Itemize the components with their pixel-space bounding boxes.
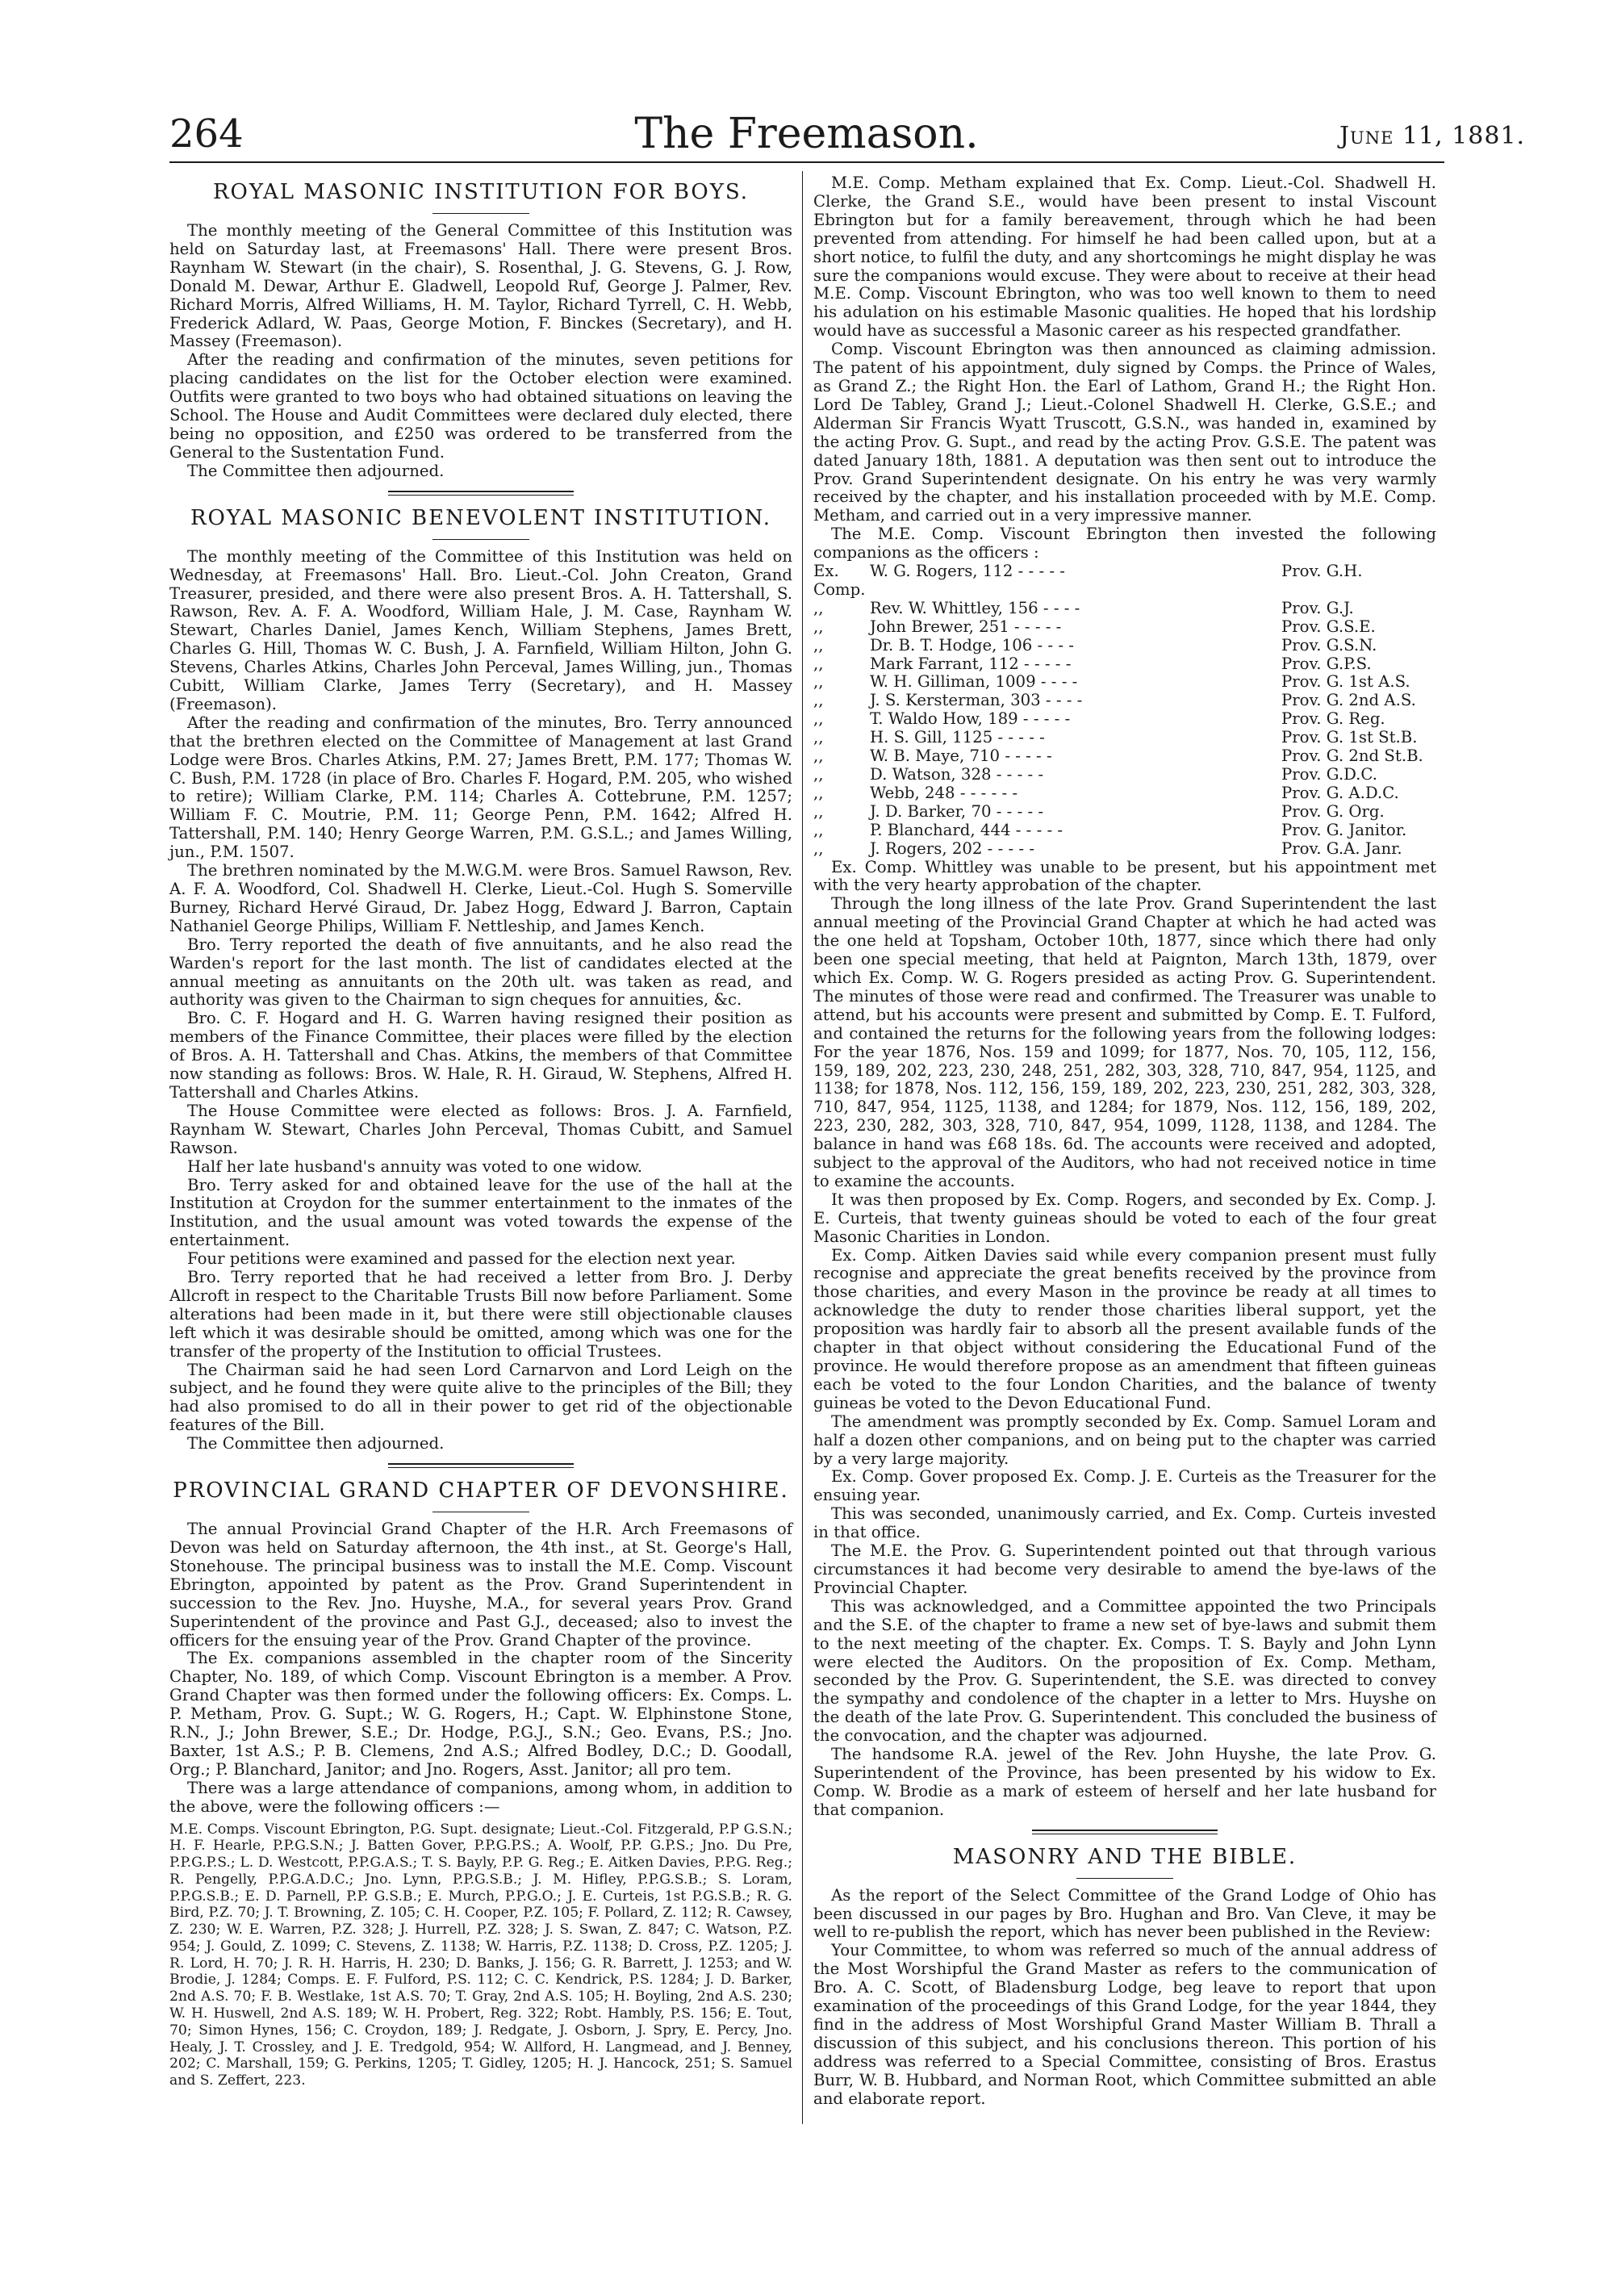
article-paragraph: This was seconded, unanimously carried, and Ex. Comp. Curteis invested in that office. [813, 1504, 1436, 1542]
officer-row [813, 562, 1436, 600]
article-paragraph: Four petitions were examined and passed for the election next year. [187, 1249, 736, 1269]
officer-prefix: ,, [813, 598, 824, 617]
officer-name: D. Watson, 328 - - - - - [870, 765, 1044, 784]
officer-name: Webb, 248 - - - - - - [870, 783, 1018, 802]
right-column [813, 174, 1436, 2121]
article-heading: PROVINCIAL GRAND CHAPTER OF DEVONSHIRE. [173, 1478, 789, 1503]
article-paragraph: The amendment was promptly seconded by Ex. Comp. Samuel Loram and half a dozen other companions, and on being put to the chapter was carried by a very large majority. [813, 1411, 1436, 1468]
officer-row [813, 766, 1436, 784]
article-paragraph: It was then proposed by Ex. Comp. Rogers, and seconded by Ex. Comp. J. E. Curteis, that twenty guineas should be voted to each of the four great Masonic Charities in London. [813, 1190, 1436, 1246]
article-paragraph: The monthly meeting of the Committee of this Institution was held on Wednesday, at Freemasons' Hall. Bro. Lieut.-Col. John Creaton, Grand Treasurer, presided, and there were also present Bros. A. H. Tattershall, S. Rawson, Rev. A. F. A. Woodford, William Hale, J. M. Case, Raynham W. Stewart, Charles Daniel, James Kench, William Stephens, James Brett, Charles G. Hill, Thomas W. C. Bush, J. A. Farnfield, William Hilton, John G. Stevens, Charles Atkins, Charles John Perceval, James Willing, jun., Thomas Cubitt, William Clarke, James Terry (Secretary), and H. Massey (Freemason). [169, 546, 792, 713]
officer-office: Prov. G.D.C. [1281, 765, 1378, 784]
officer-row [813, 840, 1436, 859]
officer-row [813, 710, 1436, 729]
officer-office: Prov. G. 2nd A.S. [1281, 691, 1416, 710]
officer-office: Prov. G.J. [1281, 598, 1354, 617]
officer-office: Prov. G. Org. [1281, 801, 1385, 821]
officer-office: Prov. G.H. [1281, 562, 1363, 581]
heading-underline [433, 539, 529, 540]
article-paragraph: Bro. Terry asked for and obtained leave for the use of the hall at the Institution at Croydon for the summer entertainment to the inmates of the Institution, and the usual amount was voted towards the expense of the entertainment. [169, 1175, 792, 1250]
officer-row [813, 673, 1436, 692]
officer-name: T. Waldo How, 189 - - - - - [870, 709, 1071, 729]
officer-row [813, 822, 1436, 840]
officer-row [813, 729, 1436, 747]
officer-prefix: ,, [813, 839, 824, 858]
section-separator [388, 1463, 574, 1468]
section-separator [388, 491, 574, 496]
article-paragraph: Your Committee, to whom was referred so much of the annual address of the Most Worshipful the Grand Master as refers to the communication of Bro. A. C. Scott, of Bladensburg Lodge, beg leave to report that upon examination of the proceedings of this Grand Lodge, for the year 1844, they find in the address of Most Worshipful Grand Master William B. Thrall a discussion of this subject, and his conclusions thereon. This portion of his address was referred to a Special Committee, consisting of Bros. Erastus Burr, W. B. Hubbard, and Norman Root, which Committee submitted an able and elaborate report. [813, 1941, 1436, 2108]
attendee-list: M.E. Comps. Viscount Ebrington, P.G. Supt. designate; Lieut.-Col. Fitzgerald, P.P G.S.N.; H. F. Hearle, P.P.G.S.N.; J. Batten Gover, P.P.G.P.S.; A. Woolf, P.P. G.P.S.; Jno. Du Pre, P.P.G.P.S.; L. D. Westcott, P.P.G.A.S.; T. S. Bayly, P.P. G. Reg.; E. Aitken Davies, P.P.G. Reg.; R. Pengelly, P.P.G.A.D.C.; Jno. Lynn, P.P.G.S.B.; J. M. Hifley, P.P.G.S.B.; S. Loram, P.P.G.S.B.; E. D. Parnell, P.P. G.S.B.; E. Murch, P.P.G.O.; J. E. Curteis, 1st P.G.S.B.; R. G. Bird, P.Z. 70; J. T. Browning, Z. 105; C. H. Cooper, P.Z. 105; F. Pollard, Z. 112; R. Cawsey, Z. 230; W. E. Warren, P.Z. 328; J. Hurrell, P.Z. 328; J. S. Swan, Z. 847; C. Watson, P.Z. 954; J. Gould, Z. 1099; C. Stevens, Z. 1138; W. Harris, P.Z. 1138; D. Cross, P.Z. 1205; J. R. Lord, H. 70; J. R. H. Harris, H. 230; D. Banks, J. 156; G. R. Barrett, J. 1253; and W. Brodie, J. 1284; Comps. E. F. Fulford, P.S. 112; C. C. Kendrick, P.S. 1284; J. D. Barker, 2nd A.S. 70; F. B. Westlake, 1st A.S. 70; T. Gray, 2nd A.S. 105; H. Boyling, 2nd A.S. 230; W. H. Huswell, 2nd A.S. 189; W. H. Probert, Reg. 322; Robt. Hambly, P.S. 156; E. Tout, 70; Simon Hynes, 156; C. Croydon, 189; J. Redgate, J. Osborn, J. Spry, E. Percy, Jno. Healy, J. T. Crossley, and J. E. Tredgold, 954; W. Allford, H. Langmead, and J. Benney, 202; C. Marshall, 159; G. Perkins, 1205; T. Gidley, 1205; H. J. Hancock, 251; S. Samuel and S. Zeffert, 223. [169, 1821, 792, 2089]
left-column [169, 174, 792, 2121]
article-paragraph: This was acknowledged, and a Committee appointed the two Principals and the S.E. of the chapter to frame a new set of bye-laws and submit them to the next meeting of the chapter. Ex. Comps. T. S. Bayly and John Lynn were elected the Auditors. On the proposition of Ex. Comp. Metham, seconded by the Prov. G. Superintendent, the S.E. was directed to convey the sympathy and condolence of the chapter in a letter to Mrs. Huyshe on the death of the late Prov. G. Superintendent. This concluded the business of the convocation, and the chapter was adjourned. [813, 1596, 1436, 1746]
officer-name: Rev. W. Whittley, 156 - - - - [870, 598, 1080, 617]
article-heading: ROYAL MASONIC INSTITUTION FOR BOYS. [212, 180, 750, 204]
officer-prefix: ,, [813, 654, 824, 673]
heading-underline [433, 213, 529, 214]
officer-name: Mark Farrant, 112 - - - - - [870, 654, 1072, 673]
officer-prefix: ,, [813, 747, 824, 766]
article-heading: MASONRY AND THE BIBLE. [952, 1844, 1298, 1869]
article-paragraph: The M.E. the Prov. G. Superintendent pointed out that through various circumstances it had become very desirable to amend the bye-laws of the Provincial Chapter. [813, 1541, 1436, 1597]
officer-name: Dr. B. T. Hodge, 106 - - - - [870, 635, 1074, 655]
page-number: 264 [169, 111, 244, 157]
officer-name: W. G. Rogers, 112 - - - - - [870, 562, 1065, 581]
heading-underline [1076, 1878, 1173, 1879]
officer-prefix: ,, [813, 801, 824, 821]
officer-prefix: ,, [813, 728, 824, 747]
officer-row [813, 655, 1436, 674]
article-paragraph: After the reading and confirmation of the minutes, Bro. Terry announced that the brethren elected on the Committee of Management at last Grand Lodge were Bros. Charles Atkins, P.M. 27; James Brett, P.M. 177; Thomas W. C. Bush, P.M. 1728 (in place of Bro. Charles F. Hogard, P.M. 205, who wished to retire); William Clarke, P.M. 114; Charles A. Cottebrune, P.M. 1257; William F. C. Moutrie, P.M. 11; George Penn, P.M. 1642; Alfred H. Tattershall, P.M. 140; Henry George Warren, P.M. G.S.L.; and James Willing, jun., P.M. 1507. [169, 713, 792, 862]
article-paragraph: There was a large attendance of companions, among whom, in addition to the above, were the following officers :— [169, 1778, 792, 1816]
officers-table [813, 562, 1436, 859]
officer-name: J. S. Kersterman, 303 - - - - [870, 691, 1083, 710]
officer-row [813, 692, 1436, 710]
officer-prefix: ,, [813, 820, 824, 839]
officer-prefix: ,, [813, 635, 824, 655]
officer-office: Prov. G.A. Janr. [1281, 839, 1402, 858]
article-paragraph: The Chairman said he had seen Lord Carnarvon and Lord Leigh on the subject, and he found they were quite alive to the principles of the Bill; they had also promised to do all in their power to get rid of the objectionable features of the Bill. [169, 1360, 792, 1435]
column-divider [802, 171, 803, 2124]
officer-prefix: ,, [813, 783, 824, 802]
officer-name: H. S. Gill, 1125 - - - - - [870, 728, 1045, 747]
officer-prefix: ,, [813, 672, 824, 692]
officer-office: Prov. G. A.D.C. [1281, 783, 1399, 802]
article-paragraph: As the report of the Select Committee of the Grand Lodge of Ohio has been discussed in our pages by Bro. Hughan and Bro. Van Cleve, it may be well to re-publish the report, which has never been published in the Review: [813, 1885, 1436, 1942]
article-paragraph: The Committee then adjourned. [187, 1434, 445, 1453]
section-separator [1032, 1830, 1218, 1834]
officer-office: Prov. G. Janitor. [1281, 820, 1407, 839]
officer-row [813, 600, 1436, 618]
officer-prefix: ,, [813, 691, 824, 710]
officer-prefix: Ex. Comp. [813, 562, 866, 599]
officer-name: John Brewer, 251 - - - - - [870, 617, 1062, 636]
officer-row [813, 618, 1436, 637]
article-paragraph: The annual Provincial Grand Chapter of the H.R. Arch Freemasons of Devon was held on Saturday afternoon, the 4th inst., at St. George's Hall, Stonehouse. The principal business was to install the M.E. Comp. Viscount Ebrington, appointed by patent as the Prov. Grand Superintendent in succession to the Rev. Jno. Huyshe, M.A., for several years Prov. Grand Superintendent of the province and Past G.J., deceased; also to invest the officers for the ensuing year of the Prov. Grand Chapter of the province. [169, 1520, 792, 1650]
article-paragraph: Bro. C. F. Hogard and H. G. Warren having resigned their position as members of the Finance Committee, their places were filled by the election of Bros. A. H. Tattershall and Chas. Atkins, the members of that Committee now standing as follows: Bros. W. Hale, R. H. Giraud, W. Stephens, Alfred H. Tattershall and Charles Atkins. [169, 1009, 792, 1102]
officer-name: W. B. Maye, 710 - - - - - [870, 747, 1052, 766]
article-paragraph: The handsome R.A. jewel of the Rev. John Huyshe, the late Prov. G. Superintendent of the Province, has been presented by his widow to Ex. Comp. W. Brodie as a mark of esteem of herself and her late husband for that companion. [813, 1745, 1436, 1819]
officer-prefix: ,, [813, 617, 824, 636]
article-paragraph: The House Committee were elected as follows: Bros. J. A. Farnfield, Raynham W. Stewart, Charles John Perceval, Thomas Cubitt, and Samuel Rawson. [169, 1101, 792, 1157]
officer-row [813, 747, 1436, 766]
article-paragraph: The M.E. Comp. Viscount Ebrington then invested the following companions as the officers : [813, 525, 1436, 562]
article-paragraph: Bro. Terry reported that he had received a letter from Bro. J. Derby Allcroft in respect to the Charitable Trusts Bill now before Parliament. Some alterations had been made in it, but there were still objectionable clauses left which it was desirable should be omitted, among which was one for the transfer of the property of the Institution to official Trustees. [169, 1268, 792, 1361]
article-paragraph: Ex. Comp. Whittley was unable to be present, but his appointment met with the very hearty approbation of the chapter. [813, 857, 1436, 895]
officer-office: Prov. G.S.E. [1281, 617, 1376, 636]
article-paragraph: Ex. Comp. Gover proposed Ex. Comp. J. E. Curteis as the Treasurer for the ensuing year. [813, 1467, 1436, 1505]
article-paragraph: The Committee then adjourned. [187, 461, 445, 480]
article-paragraph: Through the long illness of the late Prov. Grand Superintendent the last annual meeting of the Provincial Grand Chapter at which he had acted was the one held at Topsham, October 10th, 1877, since which there had only been one special meeting, that held at Paignton, March 13th, 1879, over which Ex. Comp. W. G. Rogers presided as acting Prov. G. Superintendent. The minutes of those were read and confirmed. The Treasurer was unable to attend, but his accounts were present and submitted by Comp. E. T. Fulford, and contained the returns for the following years from the following lodges: For the year 1876, Nos. 159 and 1099; for 1877, Nos. 70, 105, 112, 156, 159, 189, 202, 223, 230, 248, 251, 282, 303, 328, 710, 847, 954, 1125, and 1138; for 1878, Nos. 112, 156, 159, 189, 202, 223, 230, 251, 282, 303, 328, 710, 847, 954, 1125, 1138, and 1284; for 1879, Nos. 112, 156, 189, 202, 223, 230, 282, 303, 328, 710, 847, 954, 1099, 1128, 1138, and 1284. The balance in hand was £68 18s. 6d. The accounts were received and adopted, subject to the approval of the Auditors, who had not received notice in time to examine the accounts. [813, 894, 1436, 1190]
officer-prefix: ,, [813, 765, 824, 784]
officer-office: Prov. G. 2nd St.B. [1281, 747, 1423, 766]
officer-row [813, 803, 1436, 822]
officer-prefix: ,, [813, 709, 824, 729]
issue-date: June 11, 1881. [1339, 122, 1526, 150]
header-rule [169, 161, 1444, 163]
officer-office: Prov. G.S.N. [1281, 635, 1377, 655]
article-paragraph: Ex. Comp. Aitken Davies said while every companion present must fully recognise and appreciate the great benefits received by the province from those charities, and every Mason in the province be ready at all times to acknowledge the duty to render those charities liberal support, yet the proposition was hardly fair to absorb all the present available funds of the chapter in that object without considering the Educational Fund of the province. He would therefore propose as an amendment that fifteen guineas each be voted to the four London Charities, and the balance of twenty guineas be voted to the Devon Educational Fund. [813, 1245, 1436, 1412]
officer-name: P. Blanchard, 444 - - - - - [870, 820, 1063, 839]
article-paragraph: The monthly meeting of the General Committee of this Institution was held on Saturday last, at Freemasons' Hall. There were present Bros. Raynham W. Stewart (in the chair), S. Rosenthal, J. G. Stevens, G. J. Row, Donald M. Dewar, Arthur E. Gladwell, Leopold Ruf, George J. Palmer, Rev. Richard Morris, Alfred Williams, H. M. Taylor, Richard Tyrrell, C. H. Webb, Frederick Adlard, W. Paas, George Motion, F. Binckes (Secretary), and H. Massey (Freemason). [169, 221, 792, 351]
masthead-title: The Freemason. [634, 110, 979, 158]
officer-office: Prov. G. 1st A.S. [1281, 672, 1410, 692]
officer-row [813, 784, 1436, 803]
officer-name: J. D. Barker, 70 - - - - - [870, 801, 1044, 821]
article-paragraph: The brethren nominated by the M.W.G.M. were Bros. Samuel Rawson, Rev. A. F. A. Woodford, Col. Shadwell H. Clerke, Lieut.-Col. Hugh S. Somerville Burney, Richard Hervé Giraud, Dr. Jabez Hogg, Edward J. Barron, Captain Nathaniel George Philips, William F. Nettleship, and James Kench. [169, 861, 792, 935]
officer-name: J. Rogers, 202 - - - - - [870, 839, 1034, 858]
article-paragraph: Comp. Viscount Ebrington was then announced as claiming admission. The patent of his appointment, duly signed by Comps. the Prince of Wales, as Grand Z.; the Right Hon. the Earl of Lathom, Grand H.; the Right Hon. Lord De Tabley, Grand J.; Lieut.-Colonel Shadwell H. Clerke, G.S.E.; and Alderman Sir Francis Wyatt Truscott, G.S.N., was handed in, examined by the acting Prov. G. Supt., and read by the acting Prov. G.S.E. The patent was dated January 18th, 1881. A deputation was then sent out to introduce the Prov. Grand Superintendent designate. On his entry he was very warmly received by the chapter, and his installation proceeded with by M.E. Comp. Metham, and carried out in a very impressive manner. [813, 340, 1436, 525]
article-paragraph: M.E. Comp. Metham explained that Ex. Comp. Lieut.-Col. Shadwell H. Clerke, the Grand S.E., would have been present to instal Viscount Ebrington but for a family bereavement, through which he had been prevented from attending. For himself he had been called upon, but at a short notice, to fulfil the duty, and any shortcomings he might display he was sure the companions would excuse. They were about to receive at their head M.E. Comp. Viscount Ebrington, who was too well known to them to need his adulation on his estimable Masonic qualities. He hoped that his lordship would have as successful a Masonic career as his respected grandfather. [813, 174, 1436, 341]
article-paragraph: Half her late husband's annuity was voted to one widow. [187, 1156, 643, 1176]
officer-office: Prov. G. 1st St.B. [1281, 728, 1418, 747]
officer-name: W. H. Gilliman, 1009 - - - - [870, 672, 1078, 692]
article-heading: ROYAL MASONIC BENEVOLENT INSTITUTION. [190, 505, 772, 530]
officer-office: Prov. G.P.S. [1281, 654, 1372, 673]
article-paragraph: Bro. Terry reported the death of five annuitants, and he also read the Warden's report for the last month. The list of candidates elected at the annual meeting as annuitants on the 20th ult. was taken as read, and authority was given to the Chairman to sign cheques for annuities, &c. [169, 935, 792, 1010]
officer-row [813, 637, 1436, 655]
officer-office: Prov. G. Reg. [1281, 709, 1385, 729]
article-paragraph: After the reading and confirmation of the minutes, seven petitions for placing candidates on the list for the October election were examined. Outfits were granted to two boys who had obtained situations on leaving the School. The House and Audit Committees were declared duly elected, there being no opposition, and £250 was ordered to be transferred from the General to the Sustentation Fund. [169, 350, 792, 462]
article-paragraph: The Ex. companions assembled in the chapter room of the Sincerity Chapter, No. 189, of which Comp. Viscount Ebrington is a member. A Prov. Grand Chapter was then formed under the following officers: Ex. Comps. L. P. Metham, Prov. G. Supt.; W. G. Rogers, H.; Capt. W. Elphinstone Stone, R.N., J.; John Brewer, S.E.; Dr. Hodge, P.G.J., S.N.; Geo. Evans, P.S.; Jno. Baxter, 1st A.S.; P. B. Clemens, 2nd A.S.; Alfred Bodley, D.C.; D. Goodall, Org.; P. Blanchard, Janitor; and Jno. Rogers, Asst. Janitor; all pro tem. [169, 1649, 792, 1779]
